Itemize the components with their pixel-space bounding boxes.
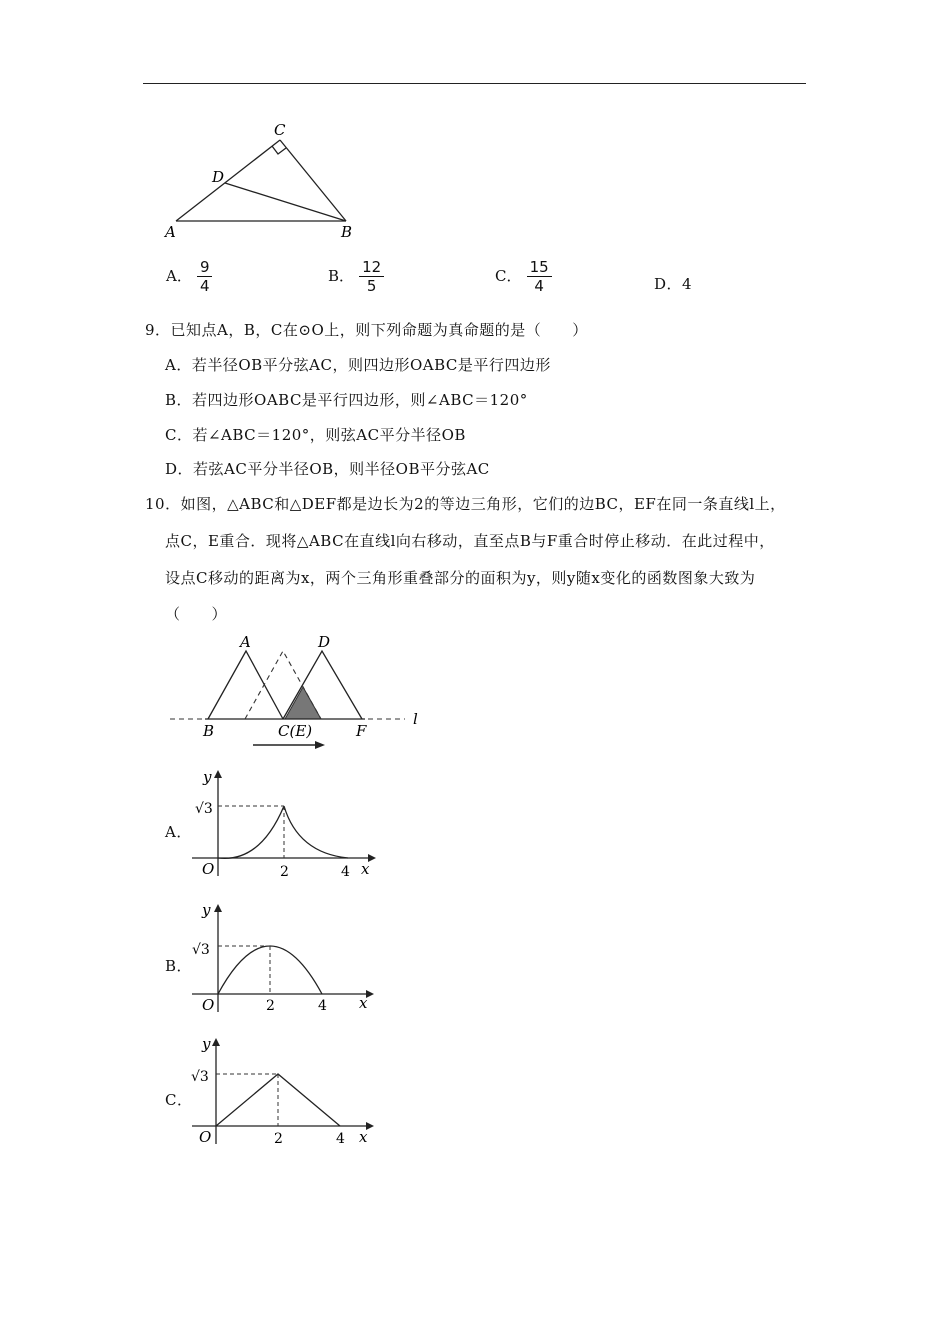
q8-label-c: C bbox=[274, 121, 286, 139]
q8-option-a[interactable] bbox=[166, 258, 212, 295]
q10-graph-b-tick-2: 2 bbox=[266, 998, 275, 1014]
q10-graph-c-tick-4: 4 bbox=[336, 1131, 345, 1147]
q10-stem-line-2: 点C，E重合．现将△ABC在直线l向右移动，直至点B与F重合时停止移动．在此过程中， bbox=[165, 532, 775, 550]
q10-graph-c-y: y bbox=[202, 1036, 211, 1053]
q10-graph-c-sqrt3: √3 bbox=[191, 1069, 209, 1085]
q10-label-f: F bbox=[356, 722, 367, 740]
q10-graph-c-tick-2: 2 bbox=[274, 1131, 283, 1147]
q10-graph-b[interactable] bbox=[188, 902, 378, 1014]
q10-stem-line-1: 10．如图，△ABC和△DEF都是边长为2的等边三角形，它们的边BC，EF在同一条直线l上， bbox=[145, 495, 786, 513]
q10-graph-a-tick-4: 4 bbox=[341, 864, 350, 880]
q8-option-d-label: D． bbox=[654, 275, 683, 293]
q10-stem-line-3: 设点C移动的距离为x，两个三角形重叠部分的面积为y，则y随x变化的函数图象大致为 bbox=[165, 569, 756, 587]
q10-graph-b-sqrt3: √3 bbox=[192, 942, 210, 958]
q8-option-a-label: A． bbox=[166, 267, 192, 285]
q10-triangles-figure bbox=[165, 632, 435, 757]
q8-label-d: D bbox=[212, 168, 225, 186]
q10-graph-a-y: y bbox=[203, 768, 212, 786]
q10-graph-c[interactable] bbox=[188, 1036, 378, 1148]
q10-graph-a[interactable] bbox=[188, 768, 378, 880]
q10-graph-b-x: x bbox=[359, 994, 368, 1012]
q10-graph-c-label[interactable]: C． bbox=[165, 1091, 193, 1109]
q8-option-c-label: C． bbox=[495, 267, 522, 285]
q10-graph-c-origin: O bbox=[199, 1128, 212, 1146]
q8-option-c[interactable] bbox=[495, 258, 552, 295]
q9-option-a[interactable]: A．若半径OB平分弦AC，则四边形OABC是平行四边形 bbox=[165, 356, 551, 374]
q8-option-b-label: B． bbox=[328, 267, 355, 285]
q10-graph-a-x: x bbox=[361, 860, 370, 878]
q8-label-b: B bbox=[341, 223, 353, 241]
q10-graph-b-y: y bbox=[202, 902, 211, 919]
q10-graph-a-sqrt3: √3 bbox=[195, 801, 213, 817]
q10-graph-c-x: x bbox=[359, 1128, 368, 1146]
q10-graph-b-tick-4: 4 bbox=[318, 998, 327, 1014]
q10-label-l: l bbox=[413, 710, 418, 728]
q10-label-b: B bbox=[203, 722, 215, 740]
q8-option-b-fraction: $\frac{12}{5}$ bbox=[359, 258, 384, 295]
q8-option-b[interactable] bbox=[328, 258, 384, 295]
q10-graph-b-label[interactable]: B． bbox=[165, 957, 193, 975]
q8-label-a: A bbox=[165, 223, 176, 241]
q10-graph-a-tick-2: 2 bbox=[280, 864, 289, 880]
header-rule bbox=[143, 83, 806, 84]
q8-option-c-fraction: $\frac{15}{4}$ bbox=[527, 258, 552, 295]
q8-option-a-fraction: $\frac{9}{4}$ bbox=[197, 258, 213, 295]
q8-option-d-value: 4 bbox=[682, 275, 693, 293]
q8-option-d[interactable] bbox=[654, 273, 692, 294]
q8-triangle-figure bbox=[160, 115, 370, 245]
q9-stem: 9．已知点A，B，C在⊙O上，则下列命题为真命题的是（ ） bbox=[145, 321, 588, 339]
q9-option-c[interactable]: C．若∠ABC＝120°，则弦AC平分半径OB bbox=[165, 426, 466, 444]
q9-option-b[interactable]: B．若四边形OABC是平行四边形，则∠ABC＝120° bbox=[165, 391, 528, 409]
q10-graph-a-origin: O bbox=[202, 860, 215, 878]
q9-option-d[interactable]: D．若弦AC平分半径OB，则半径OB平分弦AC bbox=[165, 460, 490, 478]
q10-graph-b-origin: O bbox=[202, 996, 215, 1014]
q10-stem-line-4: （ ） bbox=[165, 605, 228, 623]
q10-label-d: D bbox=[318, 633, 331, 651]
q10-label-ce: C(E) bbox=[278, 722, 313, 740]
q10-graph-a-label[interactable]: A． bbox=[165, 823, 192, 841]
q10-label-a: A bbox=[240, 633, 251, 651]
